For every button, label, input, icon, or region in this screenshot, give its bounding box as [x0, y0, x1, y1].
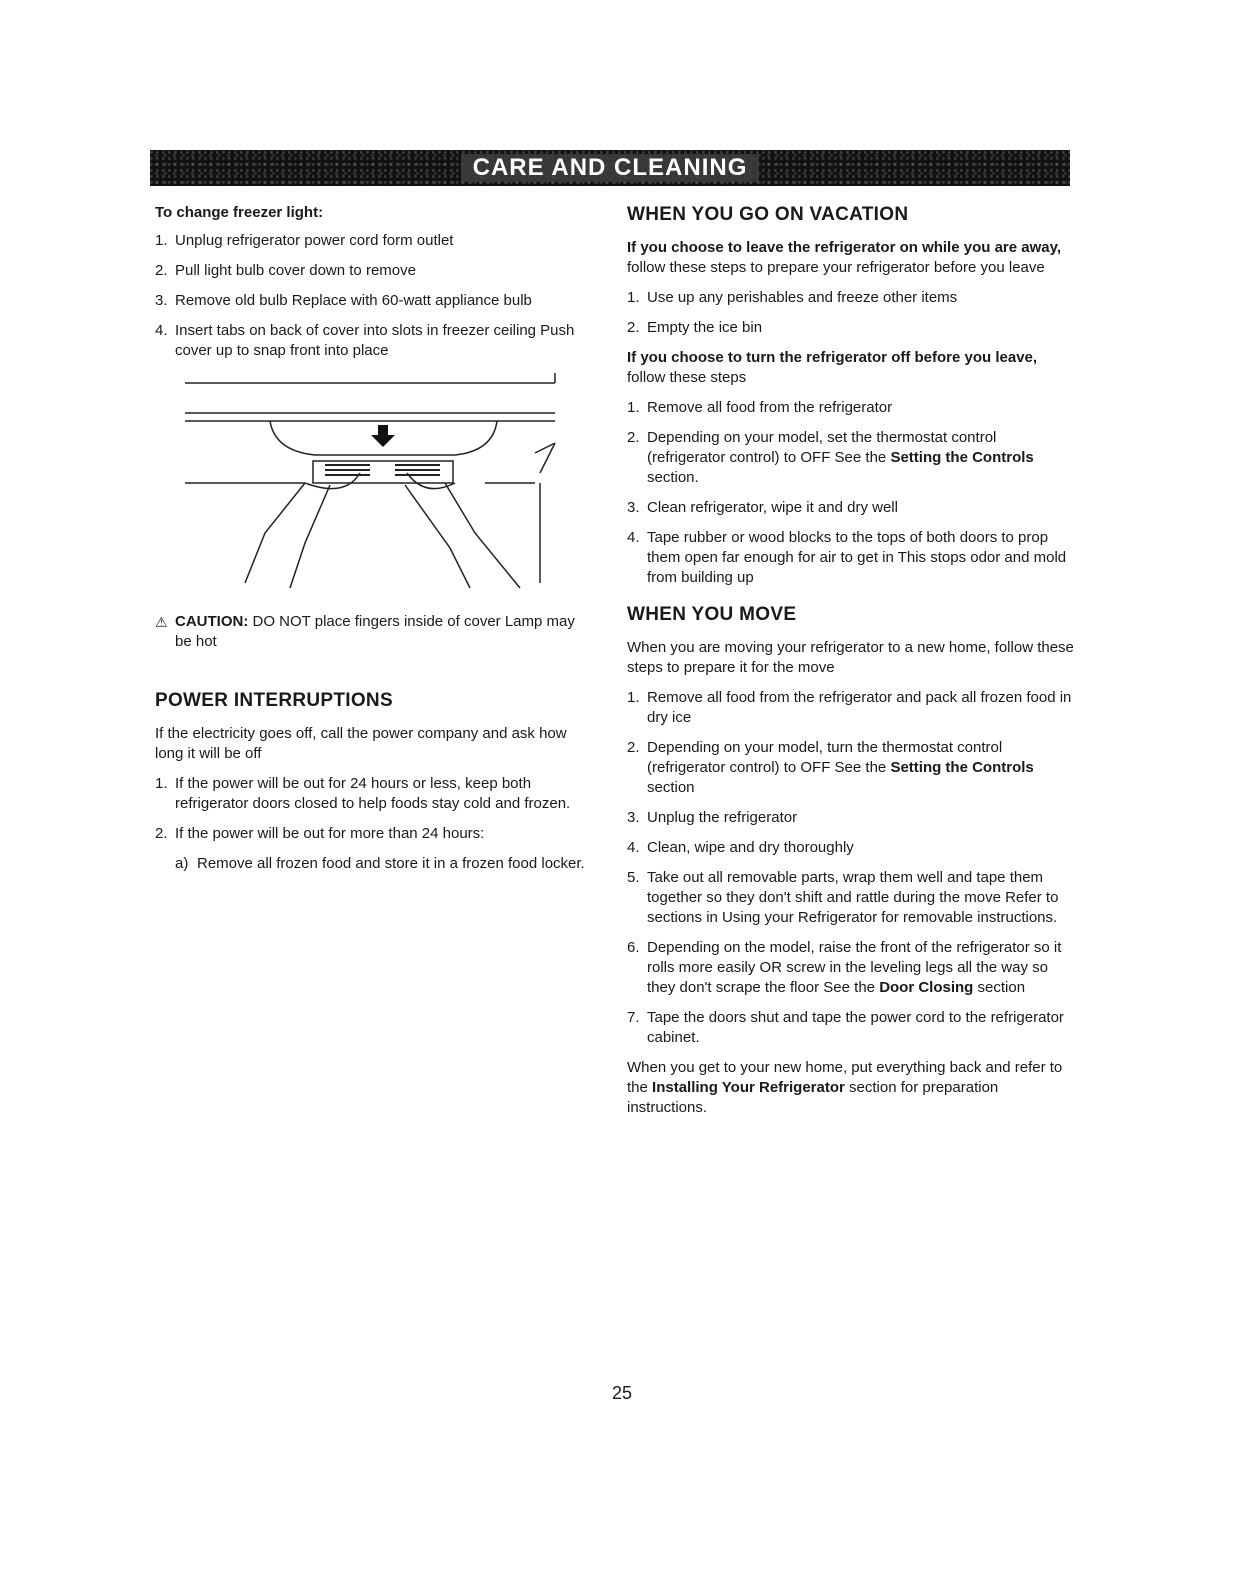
list-item: 6. Depending on the model, raise the front of the refrigerator so it rolls more easily OR screw in the leveling legs all the way so they don't scrape the floor See the Door Closing section — [627, 939, 1062, 996]
move-heading: WHEN YOU MOVE — [627, 604, 797, 625]
list-item: 5. Take out all removable parts, wrap them well and tape them together so they don't shift and rattle during the move Refer to sections in Using your Refrigerator for removable instructions. — [627, 869, 1059, 926]
list-item: 2. Pull light bulb cover down to remove — [155, 262, 416, 279]
move-steps — [627, 688, 1075, 1048]
banner-title: CARE AND CLEANING — [461, 154, 760, 182]
list-item: a) Remove all frozen food and store it in a frozen food locker. — [175, 855, 585, 872]
list-item: 2. Empty the ice bin — [627, 319, 763, 336]
list-item: 4. Clean, wipe and dry thoroughly — [627, 839, 854, 856]
list-item: 2. Depending on your model, turn the thermostat control (refrigerator control) to OFF See the Setting the Controls section — [627, 739, 1034, 796]
power-intro: If the electricity goes off, call the power company and ask how long it will be off — [155, 725, 567, 762]
list-item: 2. If the power will be out for more than 24 hours: — [155, 825, 485, 842]
list-item: 1. Unplug refrigerator power cord form outlet — [155, 232, 454, 249]
freezer-light-heading: To change freezer light: — [155, 204, 324, 221]
arrow-down-icon — [371, 425, 395, 447]
vacation-on-intro: If you choose to leave the refrigerator on while you are away, follow these steps to prepare your refrigerator before you leave — [627, 239, 1062, 276]
list-item: 3. Remove old bulb Replace with 60-watt appliance bulb — [155, 292, 532, 309]
list-item: 4. Tape rubber or wood blocks to the tops of both doors to prop them open far enough for air to get in This stops odor and mold from building up — [627, 529, 1067, 586]
list-item: 1. Use up any perishables and freeze other items — [627, 289, 958, 306]
page-number: 25 — [611, 1383, 633, 1403]
list-item: 1. Remove all food from the refrigerator and pack all frozen food in dry ice — [627, 689, 1072, 726]
list-item: 1. If the power will be out for 24 hours or less, keep both refrigerator doors closed to help foods stay cold and frozen. — [155, 775, 571, 812]
warning-icon: ⚠ — [155, 614, 168, 630]
power-interruptions-heading: POWER INTERRUPTIONS — [155, 690, 393, 711]
power-steps — [155, 774, 595, 844]
light-cover-illustration — [155, 373, 575, 593]
list-item: 2. Depending on your model, set the thermostat control (refrigerator control) to OFF See the Setting the Controls section. — [627, 429, 1034, 486]
list-item: 1. Remove all food from the refrigerator — [627, 399, 893, 416]
list-item: 4. Insert tabs on back of cover into slots in freezer ceiling Push cover up to snap front into place — [155, 322, 575, 359]
vacation-heading: WHEN YOU GO ON VACATION — [627, 204, 909, 225]
vacation-off-intro: If you choose to turn the refrigerator off before you leave, follow these steps — [627, 349, 1038, 386]
list-item: 3. Unplug the refrigerator — [627, 809, 798, 826]
move-intro: When you are moving your refrigerator to a new home, follow these steps to prepare it for the move — [627, 639, 1074, 676]
vacation-on-steps — [627, 288, 1075, 338]
right-column — [627, 204, 1075, 1128]
list-item: 7. Tape the doors shut and tape the power cord to the refrigerator cabinet. — [627, 1009, 1064, 1046]
move-closing: When you get to your new home, put everything back and refer to the Installing Your Refrigerator section for preparation instructions. — [627, 1059, 1063, 1116]
section-banner — [150, 150, 1070, 186]
caution-note: ⚠ CAUTION: DO NOT place fingers inside of cover Lamp may be hot — [155, 613, 575, 650]
left-column — [155, 204, 595, 884]
freezer-light-steps — [155, 231, 595, 361]
vacation-off-steps — [627, 398, 1075, 588]
list-item: 3. Clean refrigerator, wipe it and dry well — [627, 499, 898, 516]
